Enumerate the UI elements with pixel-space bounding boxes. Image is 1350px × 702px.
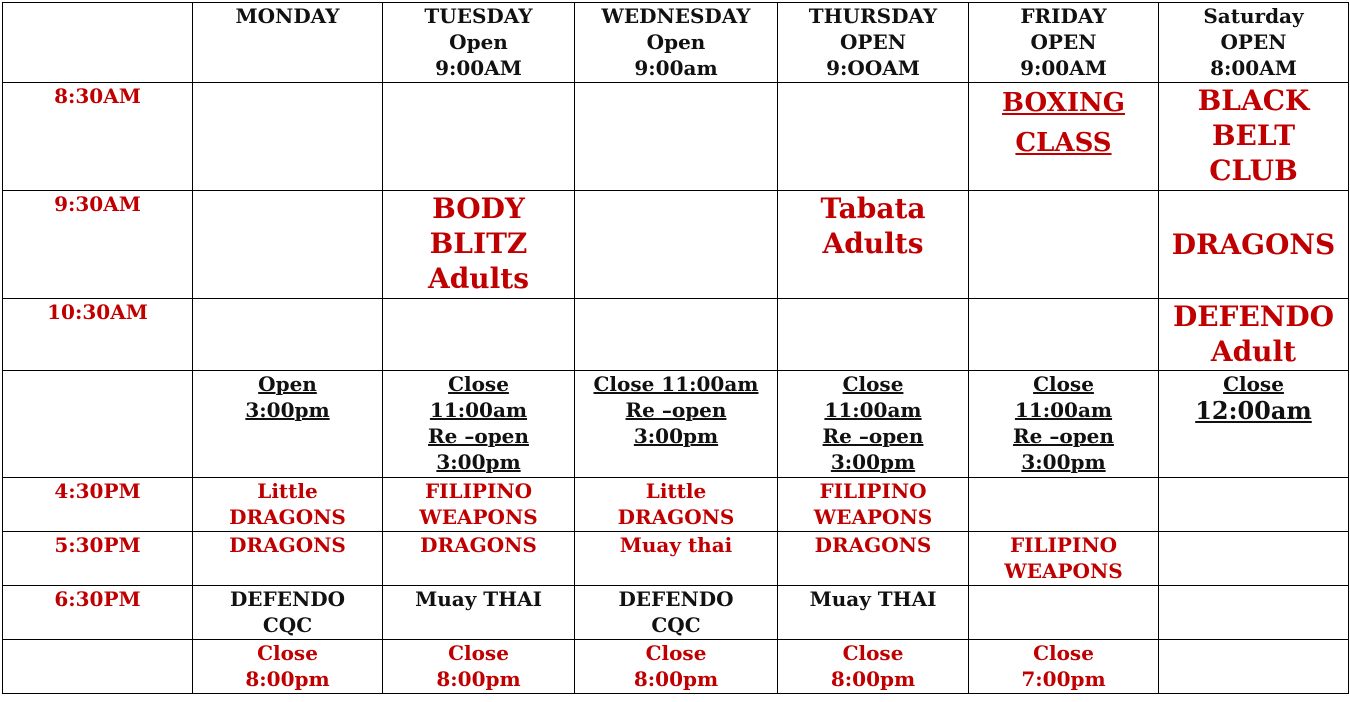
class-name: BLACK bbox=[1197, 84, 1310, 117]
class-cell bbox=[969, 83, 1159, 191]
hours-row bbox=[3, 371, 1349, 478]
class-name: Muay thai bbox=[619, 533, 733, 557]
closing-text: 8:00pm bbox=[436, 667, 521, 691]
class-cell bbox=[193, 191, 383, 299]
schedule-row bbox=[3, 83, 1349, 191]
class-cell bbox=[383, 586, 575, 640]
class-name: Tabata bbox=[820, 192, 926, 225]
class-name: DRAGONS bbox=[229, 533, 346, 557]
class-cell bbox=[193, 532, 383, 586]
day-name: THURSDAY bbox=[808, 4, 938, 28]
hours-cell bbox=[1159, 371, 1349, 478]
class-name: DRAGONS bbox=[814, 533, 932, 557]
hours-text: Close 11:00am bbox=[593, 372, 759, 396]
day-name: WEDNESDAY bbox=[601, 4, 751, 28]
hours-text: 3:00pm bbox=[830, 450, 916, 474]
schedule-row bbox=[3, 478, 1349, 532]
hours-text: Re –open bbox=[1013, 424, 1114, 448]
day-header-saturday bbox=[1159, 3, 1349, 83]
class-name: DRAGONS bbox=[617, 505, 735, 529]
class-name: CQC bbox=[651, 613, 701, 637]
open-label: OPEN bbox=[1030, 30, 1097, 54]
class-name: Adult bbox=[1210, 335, 1297, 368]
hours-text: Re –open bbox=[625, 398, 727, 422]
class-cell bbox=[193, 478, 383, 532]
class-cell bbox=[575, 191, 778, 299]
day-name: MONDAY bbox=[235, 4, 340, 28]
class-name: CQC bbox=[262, 613, 313, 637]
closing-text: Close bbox=[257, 641, 318, 665]
class-name: FILIPINO bbox=[424, 479, 533, 503]
class-name: Little bbox=[645, 479, 707, 503]
hours-text: 11:00am bbox=[429, 398, 528, 422]
open-time: 9:00am bbox=[634, 56, 718, 80]
class-cell bbox=[1159, 191, 1349, 299]
schedule-row bbox=[3, 586, 1349, 640]
closing-row bbox=[3, 640, 1349, 694]
class-name: BOXING bbox=[1002, 88, 1125, 118]
class-cell bbox=[969, 532, 1159, 586]
closing-text: Close bbox=[645, 641, 707, 665]
class-cell bbox=[575, 299, 778, 371]
class-cell bbox=[969, 299, 1159, 371]
class-name: Muay THAI bbox=[415, 587, 542, 611]
class-cell bbox=[575, 532, 778, 586]
hours-cell bbox=[575, 371, 778, 478]
open-label: Open bbox=[646, 30, 706, 54]
class-name: BELT bbox=[1211, 119, 1296, 152]
timetable bbox=[2, 2, 1349, 694]
class-cell bbox=[778, 478, 969, 532]
class-cell bbox=[778, 83, 969, 191]
closing-text: 8:00pm bbox=[633, 667, 719, 691]
closing-text: 8:00pm bbox=[245, 667, 330, 691]
class-cell bbox=[969, 478, 1159, 532]
class-name: DRAGONS bbox=[1171, 228, 1336, 261]
day-header-monday bbox=[193, 3, 383, 83]
day-header-wednesday bbox=[575, 3, 778, 83]
hours-cell bbox=[778, 371, 969, 478]
class-name: DRAGONS bbox=[229, 505, 346, 529]
class-name: BLITZ bbox=[429, 227, 528, 260]
class-cell bbox=[383, 299, 575, 371]
class-name: DEFENDO bbox=[1172, 300, 1335, 333]
class-cell bbox=[778, 191, 969, 299]
time-label: 6:30PM bbox=[3, 586, 193, 640]
open-time: 9:OOAM bbox=[826, 56, 920, 80]
class-name: WEAPONS bbox=[1004, 559, 1123, 583]
class-cell bbox=[778, 586, 969, 640]
hours-text: Close bbox=[448, 372, 509, 396]
day-header-friday bbox=[969, 3, 1159, 83]
class-name: DEFENDO bbox=[229, 587, 346, 611]
day-header-tuesday bbox=[383, 3, 575, 83]
class-cell bbox=[193, 299, 383, 371]
time-label: 5:30PM bbox=[3, 532, 193, 586]
class-cell bbox=[575, 83, 778, 191]
closing-cell bbox=[193, 640, 383, 694]
class-cell bbox=[383, 83, 575, 191]
schedule-row bbox=[3, 299, 1349, 371]
time-label: 8:30AM bbox=[3, 83, 193, 191]
day-name: TUESDAY bbox=[424, 4, 533, 28]
hours-text: Close bbox=[842, 372, 904, 396]
hours-text: Open bbox=[258, 372, 317, 396]
hours-text: 3:00pm bbox=[436, 450, 521, 474]
class-cell bbox=[1159, 299, 1349, 371]
hours-cell bbox=[969, 371, 1159, 478]
corner-cell bbox=[3, 3, 193, 83]
class-cell bbox=[1159, 478, 1349, 532]
closing-text: 7:00pm bbox=[1021, 667, 1106, 691]
hours-text: Close bbox=[1033, 372, 1094, 396]
hours-text: Close bbox=[1223, 372, 1284, 396]
open-time: 9:00AM bbox=[435, 56, 522, 80]
class-name: Adults bbox=[428, 262, 529, 295]
class-cell bbox=[193, 83, 383, 191]
hours-text: 3:00pm bbox=[633, 424, 719, 448]
class-name: WEAPONS bbox=[813, 505, 933, 529]
header-row bbox=[3, 3, 1349, 83]
class-name: FILIPINO bbox=[819, 479, 927, 503]
class-cell bbox=[193, 586, 383, 640]
hours-text: Re –open bbox=[428, 424, 529, 448]
schedule-row bbox=[3, 191, 1349, 299]
closing-text: 8:00pm bbox=[830, 667, 916, 691]
closing-cell bbox=[778, 640, 969, 694]
class-cell bbox=[383, 478, 575, 532]
day-name: FRIDAY bbox=[1020, 4, 1107, 28]
class-name: Muay THAI bbox=[809, 587, 937, 611]
class-name: WEAPONS bbox=[419, 505, 538, 529]
open-label: OPEN bbox=[840, 30, 906, 54]
closing-text: Close bbox=[448, 641, 509, 665]
time-label: 4:30PM bbox=[3, 478, 193, 532]
class-cell bbox=[1159, 532, 1349, 586]
closing-cell bbox=[1159, 640, 1349, 694]
class-cell bbox=[1159, 586, 1349, 640]
hours-text: 3:00pm bbox=[1021, 450, 1106, 474]
hours-cell bbox=[383, 371, 575, 478]
closing-cell bbox=[969, 640, 1159, 694]
closing-cell bbox=[575, 640, 778, 694]
class-name: FILIPINO bbox=[1009, 533, 1118, 557]
class-name: Little bbox=[257, 479, 318, 503]
closing-text: Close bbox=[842, 641, 904, 665]
class-cell bbox=[1159, 83, 1349, 191]
open-time: 9:00AM bbox=[1020, 56, 1107, 80]
class-cell bbox=[575, 478, 778, 532]
class-cell bbox=[969, 191, 1159, 299]
hours-text: 11:00am bbox=[1014, 398, 1113, 422]
closing-cell bbox=[383, 640, 575, 694]
class-cell bbox=[778, 532, 969, 586]
class-cell bbox=[383, 532, 575, 586]
closing-text: Close bbox=[1033, 641, 1094, 665]
hours-text: 12:00am bbox=[1195, 396, 1312, 425]
hours-text: Re –open bbox=[822, 424, 924, 448]
hours-text: 3:00pm bbox=[245, 398, 330, 422]
time-label bbox=[3, 640, 193, 694]
class-name: CLUB bbox=[1209, 154, 1298, 187]
class-name: DRAGONS bbox=[420, 533, 537, 557]
class-cell bbox=[575, 586, 778, 640]
class-cell bbox=[778, 299, 969, 371]
schedule-row bbox=[3, 532, 1349, 586]
class-cell bbox=[969, 586, 1159, 640]
time-label bbox=[3, 371, 193, 478]
open-label: Open bbox=[449, 30, 508, 54]
class-name: BODY bbox=[432, 192, 525, 225]
day-header-thursday bbox=[778, 3, 969, 83]
open-label: OPEN bbox=[1220, 30, 1287, 54]
class-cell bbox=[383, 191, 575, 299]
time-label: 9:30AM bbox=[3, 191, 193, 299]
open-time: 8:00AM bbox=[1210, 56, 1297, 80]
hours-cell bbox=[193, 371, 383, 478]
class-name: Adults bbox=[822, 227, 924, 260]
class-name: CLASS bbox=[1015, 128, 1112, 158]
class-name: DEFENDO bbox=[618, 587, 734, 611]
hours-text: 11:00am bbox=[824, 398, 922, 422]
time-label: 10:30AM bbox=[3, 299, 193, 371]
day-name: Saturday bbox=[1203, 4, 1304, 28]
